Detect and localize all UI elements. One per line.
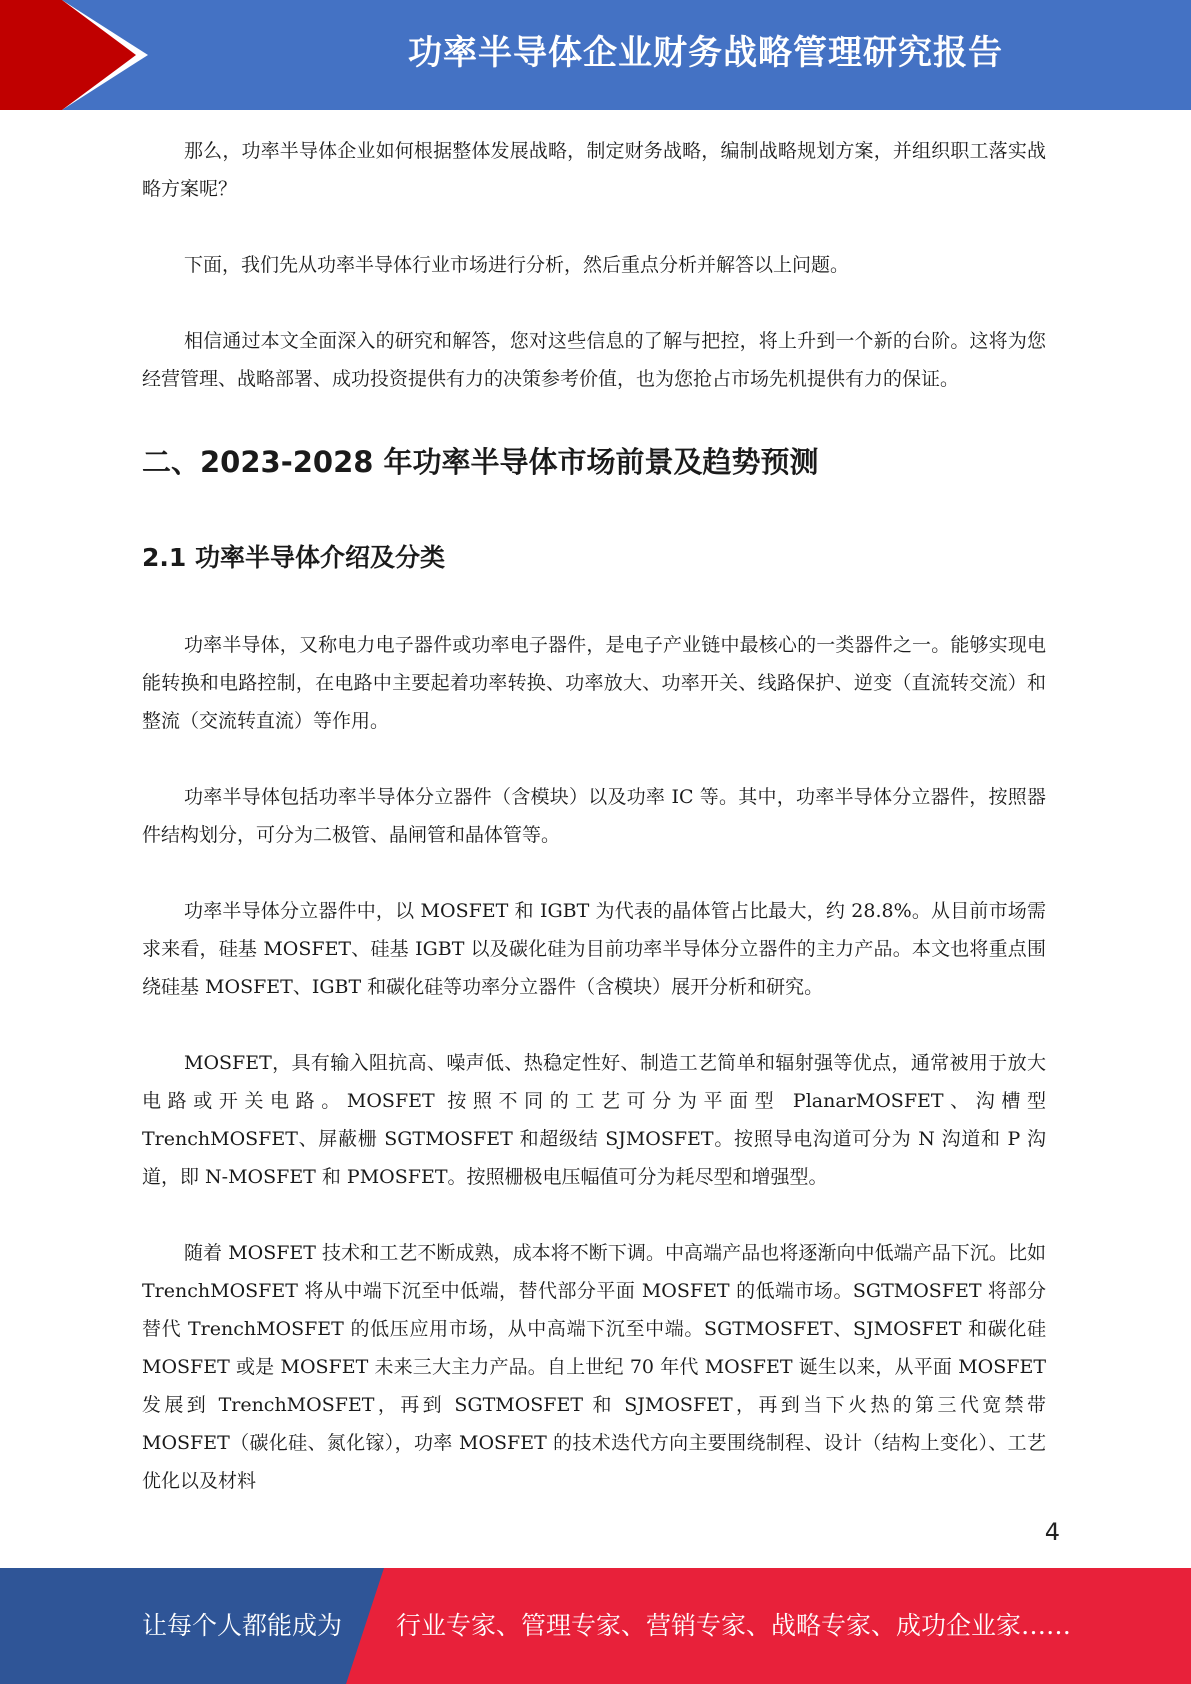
- page-footer: [0, 1568, 1191, 1684]
- paragraph: 功率半导体包括功率半导体分立器件（含模块）以及功率 IC 等。其中，功率半导体分立器件，按照器件结构划分，可分为二极管、晶闸管和晶体管等。: [142, 786, 1046, 846]
- subsection-heading: 2.1 功率半导体介绍及分类: [142, 543, 445, 572]
- footer-slogan-left: 让每个人都能成为: [142, 1611, 343, 1640]
- paragraph: MOSFET，具有输入阻抗高、噪声低、热稳定性好、制造工艺简单和辐射强等优点，通常被用于放大电路或开关电路。MOSFET 按照不同的工艺可分为平面型 PlanarMOSFET、沟槽型 TrenchMOSFET、屏蔽栅 SGTMOSFET 和超级结 SJMOSFET。按照导电沟道可分为 N 沟道和 P 沟道，即 N-MOSFET 和 PMOSFET。按照栅极电压幅值可分为耗尽型和增强型。: [142, 1052, 1046, 1188]
- paragraph: 功率半导体，又称电力电子器件或功率电子器件，是电子产业链中最核心的一类器件之一。能够实现电能转换和电路控制，在电路中主要起着功率转换、功率放大、功率开关、线路保护、逆变（直流转交流）和整流（交流转直流）等作用。: [142, 634, 1046, 732]
- red-chevron-icon: [0, 0, 160, 110]
- page-content: [142, 132, 1046, 1538]
- header-title: 功率半导体企业财务战略管理研究报告: [408, 33, 1003, 73]
- page-header: [0, 0, 1191, 110]
- footer-slogan-right: 行业专家、管理专家、营销专家、战略专家、成功企业家……: [396, 1611, 1072, 1640]
- paragraph: 功率半导体分立器件中，以 MOSFET 和 IGBT 为代表的晶体管占比最大，约 28.8%。从目前市场需求来看，硅基 MOSFET、硅基 IGBT 以及碳化硅为目前功率半导体分立器件的主力产品。本文也将重点围绕硅基 MOSFET、IGBT 和碳化硅等功率分立器件（含模块）展开分析和研究。: [142, 900, 1046, 998]
- page-number: 4: [1044, 1518, 1060, 1546]
- paragraph: 相信通过本文全面深入的研究和解答，您对这些信息的了解与把控，将上升到一个新的台阶。这将为您经营管理、战略部署、成功投资提供有力的决策参考价值，也为您抢占市场先机提供有力的保证。: [142, 330, 1046, 390]
- section-heading: 二、2023-2028 年功率半导体市场前景及趋势预测: [142, 445, 819, 479]
- paragraph: 下面，我们先从功率半导体行业市场进行分析，然后重点分析并解答以上问题。: [184, 254, 850, 276]
- paragraph: 那么，功率半导体企业如何根据整体发展战略，制定财务战略，编制战略规划方案，并组织职工落实战略方案呢？: [142, 140, 1046, 200]
- paragraph: 随着 MOSFET 技术和工艺不断成熟，成本将不断下调。中高端产品也将逐渐向中低端产品下沉。比如 TrenchMOSFET 将从中端下沉至中低端，替代部分平面 MOSFET 的低端市场。SGTMOSFET 将部分替代 TrenchMOSFET 的低压应用市场，从中高端下沉至中端。SGTMOSFET、SJMOSFET 和碳化硅 MOSFET 或是 MOSFET 未来三大主力产品。自上世纪 70 年代 MOSFET 诞生以来，从平面 MOSFET 发展到 TrenchMOSFET，再到 SGTMOSFET 和 SJMOSFET，再到当下火热的第三代宽禁带 MOSFET（碳化硅、氮化镓），功率 MOSFET 的技术迭代方向主要围绕制程、设计（结构上变化）、工艺优化以及材料: [142, 1242, 1046, 1492]
